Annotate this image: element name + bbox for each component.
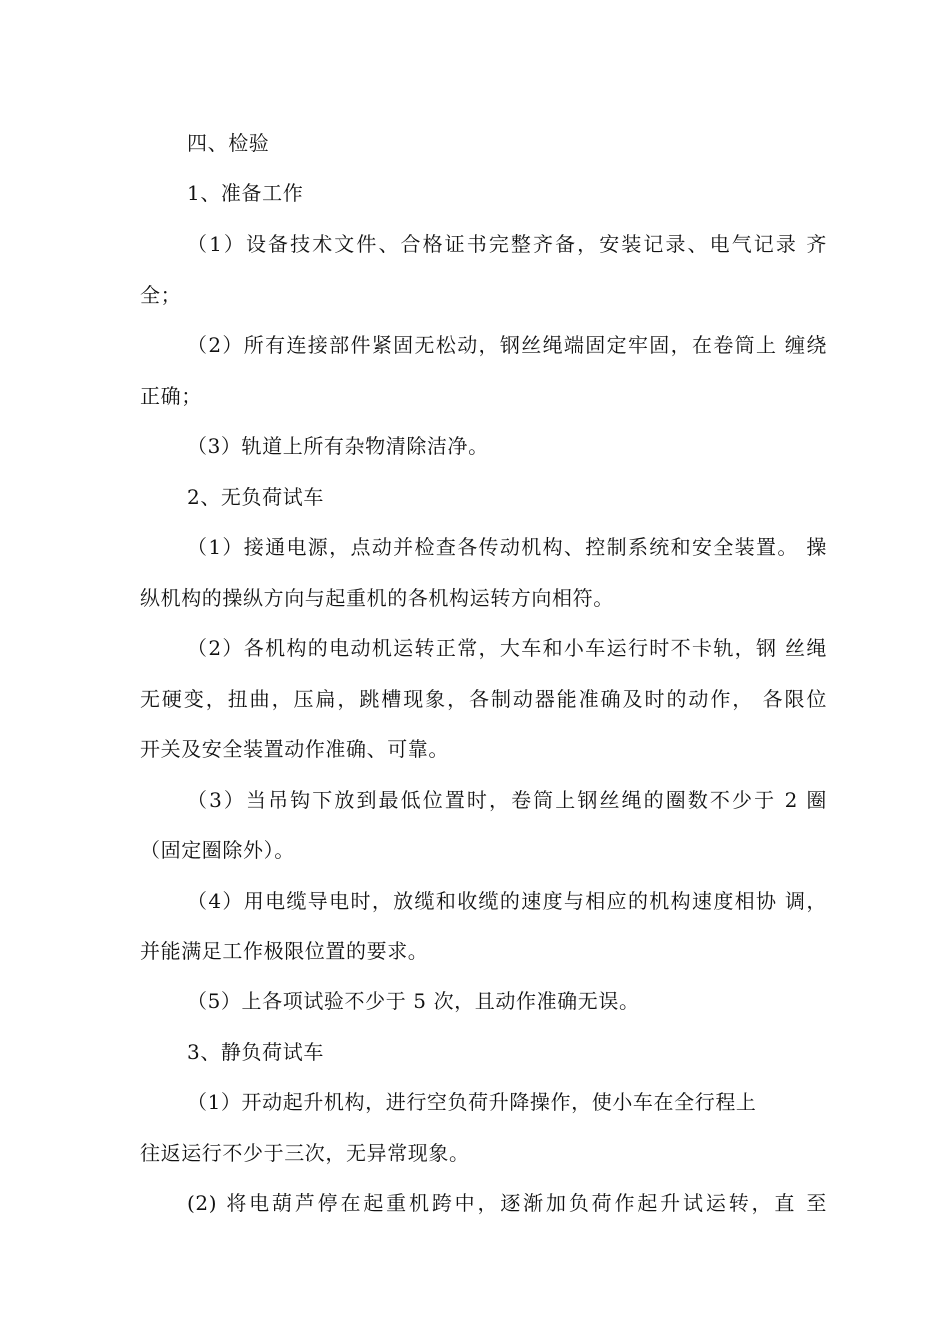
no-load-item4-line1: （4）用电缆导电时，放缆和收缆的速度与相应的机构速度相协 调，: [187, 889, 827, 913]
no-load-item4-line2: 并能满足工作极限位置的要求。: [140, 939, 429, 963]
static-load-item2-line1: (2) 将电葫芦停在起重机跨中，逐渐加负荷作起升试运转，直 至: [187, 1191, 827, 1215]
prep-item2-line2: 正确；: [140, 384, 202, 408]
no-load-item3-line1: （3）当吊钩下放到最低位置时，卷筒上钢丝绳的圈数不少于 2 圈: [187, 788, 827, 812]
no-load-item5-line1: （5）上各项试验不少于 5 次，且动作准确无误。: [187, 989, 640, 1013]
static-load-heading: 3、静负荷试车: [187, 1040, 324, 1064]
no-load-item2-line2: 无硬变，扭曲，压扁，跳槽现象，各制动器能准确及时的动作， 各限位: [140, 687, 827, 711]
prep-item2-line1: （2）所有连接部件紧固无松动，钢丝绳端固定牢固，在卷筒上 缠绕: [187, 333, 827, 357]
no-load-item3-line2: （固定圈除外）。: [140, 838, 295, 862]
prep-item3-line1: （3）轨道上所有杂物清除洁净。: [187, 434, 489, 458]
no-load-item2-line1: （2）各机构的电动机运转正常，大车和小车运行时不卡轨，钢 丝绳: [187, 636, 827, 660]
no-load-heading: 2、无负荷试车: [187, 485, 324, 509]
no-load-item1-line2: 纵机构的操纵方向与起重机的各机构运转方向相符。: [140, 586, 614, 610]
static-load-item1-line1: （1）开动起升机构，进行空负荷升降操作，使小车在全行程上: [187, 1090, 757, 1114]
static-load-item1-line2: 往返运行不少于三次，无异常现象。: [140, 1141, 470, 1165]
no-load-item2-line3: 开关及安全装置动作准确、可靠。: [140, 737, 449, 761]
prep-item1-line2: 全；: [140, 283, 182, 307]
prep-heading: 1、准备工作: [187, 181, 304, 205]
section-title: 四、检验: [187, 131, 270, 155]
prep-item1-line1: （1）设备技术文件、合格证书完整齐备，安装记录、电气记录 齐: [187, 232, 827, 256]
no-load-item1-line1: （1）接通电源，点动并检查各传动机构、控制系统和安全装置。 操: [187, 535, 827, 559]
